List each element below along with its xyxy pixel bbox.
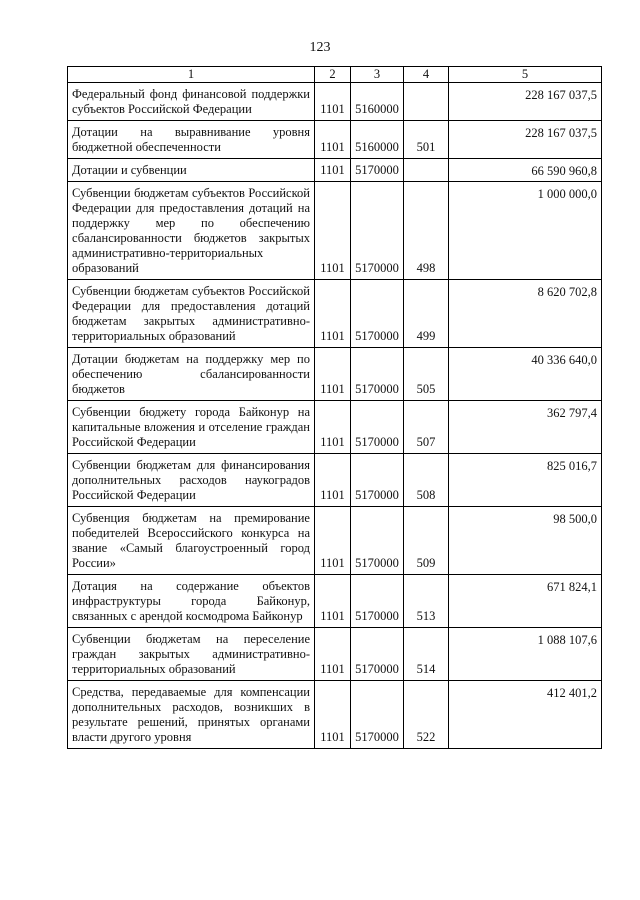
row-amount: 40 336 640,0: [449, 348, 602, 401]
row-amount: 362 797,4: [449, 401, 602, 454]
row-description: Субвенции бюджетам на переселение граждан закрытых административно-территориальных образований: [68, 628, 315, 681]
row-section-code: 1101: [315, 575, 351, 628]
row-section-code: 1101: [315, 182, 351, 280]
row-amount: 1 000 000,0: [449, 182, 602, 280]
row-description: Субвенция бюджетам на премирование победителей Всероссийского конкурса на звание «Самый благоустроенный город России»: [68, 507, 315, 575]
row-section-code: 1101: [315, 628, 351, 681]
row-amount: 825 016,7: [449, 454, 602, 507]
row-expense-code: 509: [404, 507, 449, 575]
row-target-code: 5170000: [351, 348, 404, 401]
row-target-code: 5160000: [351, 121, 404, 159]
row-amount: 671 824,1: [449, 575, 602, 628]
column-header-2: 2: [315, 67, 351, 83]
table-row: [68, 159, 602, 182]
row-description: Дотации и субвенции: [68, 159, 315, 182]
row-target-code: 5160000: [351, 83, 404, 121]
row-description: Дотации бюджетам на поддержку мер по обеспечению сбалансированности бюджетов: [68, 348, 315, 401]
row-target-code: 5170000: [351, 159, 404, 182]
table-header-row: [68, 67, 602, 83]
column-header-3: 3: [351, 67, 404, 83]
row-section-code: 1101: [315, 681, 351, 749]
row-amount: 8 620 702,8: [449, 280, 602, 348]
row-amount: 228 167 037,5: [449, 121, 602, 159]
row-amount: 66 590 960,8: [449, 159, 602, 182]
row-section-code: 1101: [315, 401, 351, 454]
row-expense-code: [404, 159, 449, 182]
page-number: 123: [309, 40, 331, 55]
row-expense-code: 505: [404, 348, 449, 401]
table-row: [68, 83, 602, 121]
row-section-code: 1101: [315, 280, 351, 348]
row-expense-code: 499: [404, 280, 449, 348]
row-section-code: 1101: [315, 159, 351, 182]
row-section-code: 1101: [315, 348, 351, 401]
column-header-5: 5: [449, 67, 602, 83]
table-row: [68, 454, 602, 507]
row-description: Субвенции бюджетам для финансирования дополнительных расходов наукоградов Российской Федерации: [68, 454, 315, 507]
table-row: [68, 575, 602, 628]
table-row: [68, 401, 602, 454]
row-description: Дотации на выравнивание уровня бюджетной обеспеченности: [68, 121, 315, 159]
row-target-code: 5170000: [351, 182, 404, 280]
row-description: Дотация на содержание объектов инфраструктуры города Байконур, связанных с арендой космодрома Байконур: [68, 575, 315, 628]
table-row: [68, 628, 602, 681]
column-header-4: 4: [404, 67, 449, 83]
row-expense-code: 513: [404, 575, 449, 628]
row-expense-code: 522: [404, 681, 449, 749]
row-target-code: 5170000: [351, 681, 404, 749]
budget-table: [67, 66, 602, 749]
table-row: [68, 681, 602, 749]
row-expense-code: 514: [404, 628, 449, 681]
row-section-code: 1101: [315, 83, 351, 121]
row-amount: 98 500,0: [449, 507, 602, 575]
row-target-code: 5170000: [351, 280, 404, 348]
row-target-code: 5170000: [351, 454, 404, 507]
row-amount: 228 167 037,5: [449, 83, 602, 121]
row-description: Федеральный фонд финансовой поддержки субъектов Российской Федерации: [68, 83, 315, 121]
row-description: Субвенции бюджетам субъектов Российской Федерации для предоставления дотаций бюджетам закрытых административно-территориальных образований: [68, 280, 315, 348]
row-description: Субвенции бюджетам субъектов Российской Федерации для предоставления дотаций на поддержку мер по обеспечению сбалансированности бюджетов закрытых административно-территориальных образований: [68, 182, 315, 280]
column-header-1: 1: [68, 67, 315, 83]
table-row: [68, 182, 602, 280]
row-target-code: 5170000: [351, 401, 404, 454]
row-description: Субвенции бюджету города Байконур на капитальные вложения и отселение граждан Российской Федерации: [68, 401, 315, 454]
table-row: [68, 507, 602, 575]
row-expense-code: 507: [404, 401, 449, 454]
row-section-code: 1101: [315, 454, 351, 507]
row-expense-code: [404, 83, 449, 121]
row-description: Средства, передаваемые для компенсации дополнительных расходов, возникших в результате решений, принятых органами власти другого уровня: [68, 681, 315, 749]
row-section-code: 1101: [315, 507, 351, 575]
row-expense-code: 498: [404, 182, 449, 280]
row-target-code: 5170000: [351, 507, 404, 575]
row-target-code: 5170000: [351, 575, 404, 628]
table-row: [68, 280, 602, 348]
table-row: [68, 348, 602, 401]
row-amount: 412 401,2: [449, 681, 602, 749]
row-target-code: 5170000: [351, 628, 404, 681]
row-expense-code: 508: [404, 454, 449, 507]
row-section-code: 1101: [315, 121, 351, 159]
row-amount: 1 088 107,6: [449, 628, 602, 681]
row-expense-code: 501: [404, 121, 449, 159]
table-row: [68, 121, 602, 159]
